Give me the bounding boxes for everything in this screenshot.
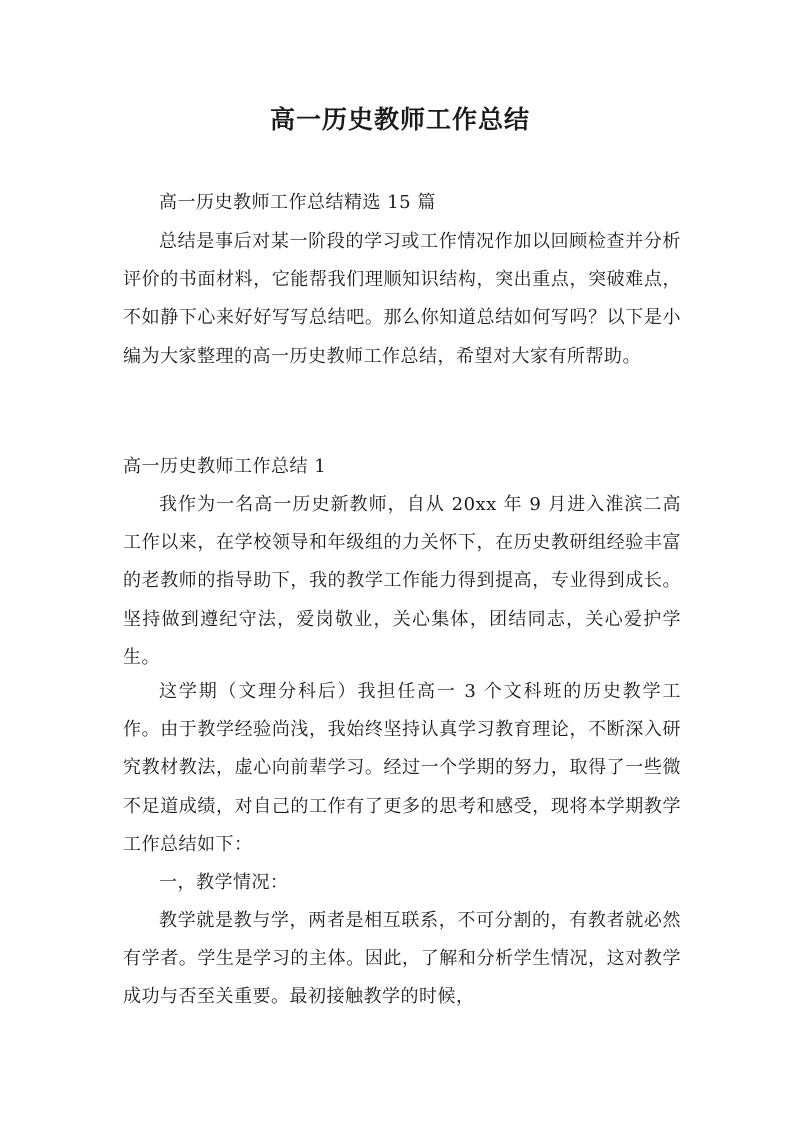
document-subtitle: 高一历史教师工作总结精选 15 篇	[159, 192, 436, 213]
section-heading: 高一历史教师工作总结 1	[123, 456, 327, 477]
body-paragraph: 这学期（文理分科后）我担任高一 3 个文科班的历史教学工作。由于教学经验尚浅，我始终坚持认真学习教育理论，不断深入研究教材教法，虚心向前辈学习。经过一个学期的努力，取得了一些微不足道成绩，对自己的工作有了更多的思考和感受，现将本学期教学工作总结如下：	[123, 681, 681, 855]
body-paragraph: 我作为一名高一历史新教师，自从 20xx 年 9 月进入淮滨二高工作以来，在学校领导和年级组的力关怀下，在历史教研组经验丰富的老教师的指导助下，我的教学工作能力得到提高，专业得到成长。坚持做到遵纪守法，爱岗敬业，关心集体，团结同志，关心爱护学生。	[123, 494, 681, 668]
body-paragraph: 教学就是教与学，两者是相互联系，不可分割的，有教者就必然有学者。学生是学习的主体。因此，了解和分析学生情况，这对教学成功与否至关重要。最初接触教学的时候，	[123, 910, 681, 1008]
intro-paragraph: 总结是事后对某一阶段的学习或工作情况作加以回顾检查并分析评价的书面材料，它能帮我们理顺知识结构，突出重点，突破难点，不如静下心来好好写写总结吧。那么你知道总结如何写吗？以下是小编为大家整理的高一历史教师工作总结，希望对大家有所帮助。	[123, 231, 681, 367]
list-item-heading: 一，教学情况：	[159, 872, 289, 893]
document-title: 高一历史教师工作总结	[269, 105, 530, 134]
